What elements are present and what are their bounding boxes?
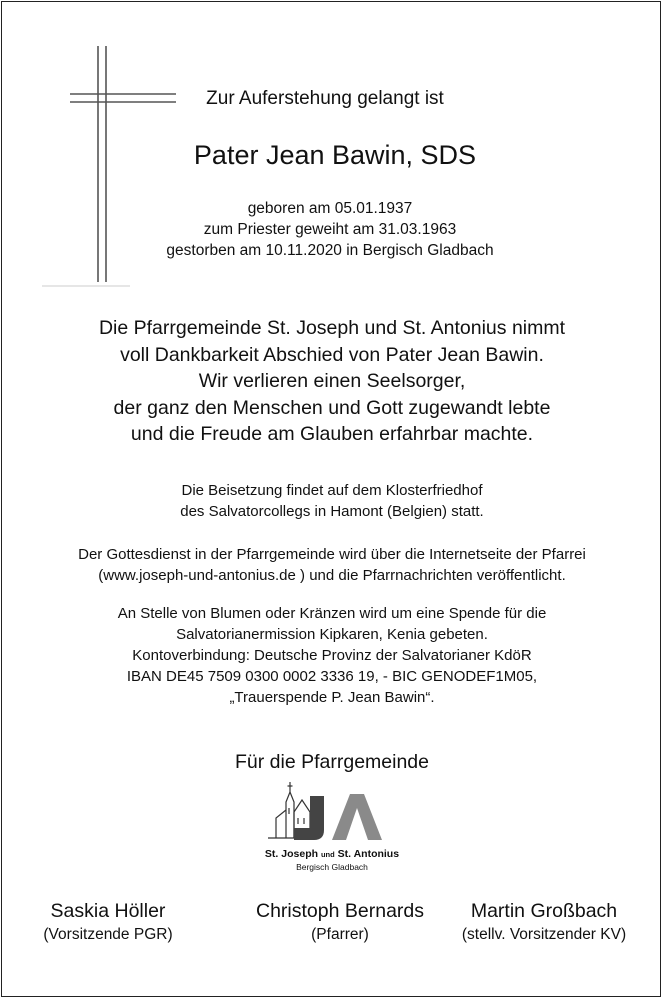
donation-line: „Trauerspende P. Jean Bawin“. — [229, 689, 435, 706]
logo-parish-name: St. Joseph und St. Antonius — [264, 848, 400, 860]
ordination-date: zum Priester geweiht am 31.03.1963 — [203, 221, 457, 238]
signatory-role: (stellv. Vorsitzender KV) — [461, 926, 627, 943]
death-date: gestorben am 10.11.2020 in Bergisch Gladbach — [166, 242, 494, 259]
service-line: (www.joseph-und-antonius.de ) und die Pfarrnachrichten veröffentlicht. — [98, 567, 566, 584]
tribute-line: voll Dankbarkeit Abschied von Pater Jean Bawin. — [120, 343, 544, 366]
signatory-name: Christoph Bernards — [256, 900, 424, 922]
donation-line: Salvatorianermission Kipkaren, Kenia gebeten. — [176, 626, 488, 643]
donation-line: Kontoverbindung: Deutsche Provinz der Salvatorianer KdöR — [132, 647, 532, 664]
tribute-line: Die Pfarrgemeinde St. Joseph und St. Antonius nimmt — [98, 317, 566, 339]
signatory-3 — [444, 898, 644, 946]
donation-line: An Stelle von Blumen oder Kränzen wird um eine Spende für die — [117, 605, 547, 622]
signatory-2 — [240, 898, 440, 946]
donation-paragraph — [30, 603, 634, 708]
tribute-paragraph — [30, 315, 634, 448]
intro-text: Zur Auferstehung gelangt ist — [206, 88, 444, 109]
for-parish-heading: Für die Pfarrgemeinde — [234, 751, 429, 773]
burial-paragraph — [30, 480, 634, 522]
logo-letter-a — [332, 794, 382, 840]
tribute-line: Wir verlieren einen Seelsorger, — [198, 370, 466, 392]
signatory-1 — [8, 898, 208, 946]
deceased-name: Pater Jean Bawin, SDS — [193, 140, 477, 170]
signatory-role: (Pfarrer) — [311, 926, 369, 943]
signatory-role: (Vorsitzende PGR) — [43, 926, 173, 943]
service-paragraph — [30, 544, 634, 586]
burial-line: des Salvatorcollegs in Hamont (Belgien) statt. — [180, 503, 484, 520]
signatory-name: Saskia Höller — [50, 900, 166, 922]
signatory-name: Martin Großbach — [470, 900, 618, 922]
donation-line: IBAN DE45 7509 0300 0002 3336 19, - BIC GENODEF1M05, — [126, 668, 538, 685]
service-line: Der Gottesdienst in der Pfarrgemeinde wird über die Internetseite der Pfarrei — [78, 546, 586, 563]
logo-city: Bergisch Gladbach — [296, 862, 368, 872]
tribute-line: der ganz den Menschen und Gott zugewandt lebte — [113, 396, 551, 419]
burial-line: Die Beisetzung findet auf dem Klosterfriedhof — [181, 482, 483, 499]
tribute-line: und die Freude am Glauben erfahrbar machte. — [130, 423, 534, 445]
life-dates — [150, 198, 510, 261]
birth-date: geboren am 05.01.1937 — [247, 200, 413, 217]
